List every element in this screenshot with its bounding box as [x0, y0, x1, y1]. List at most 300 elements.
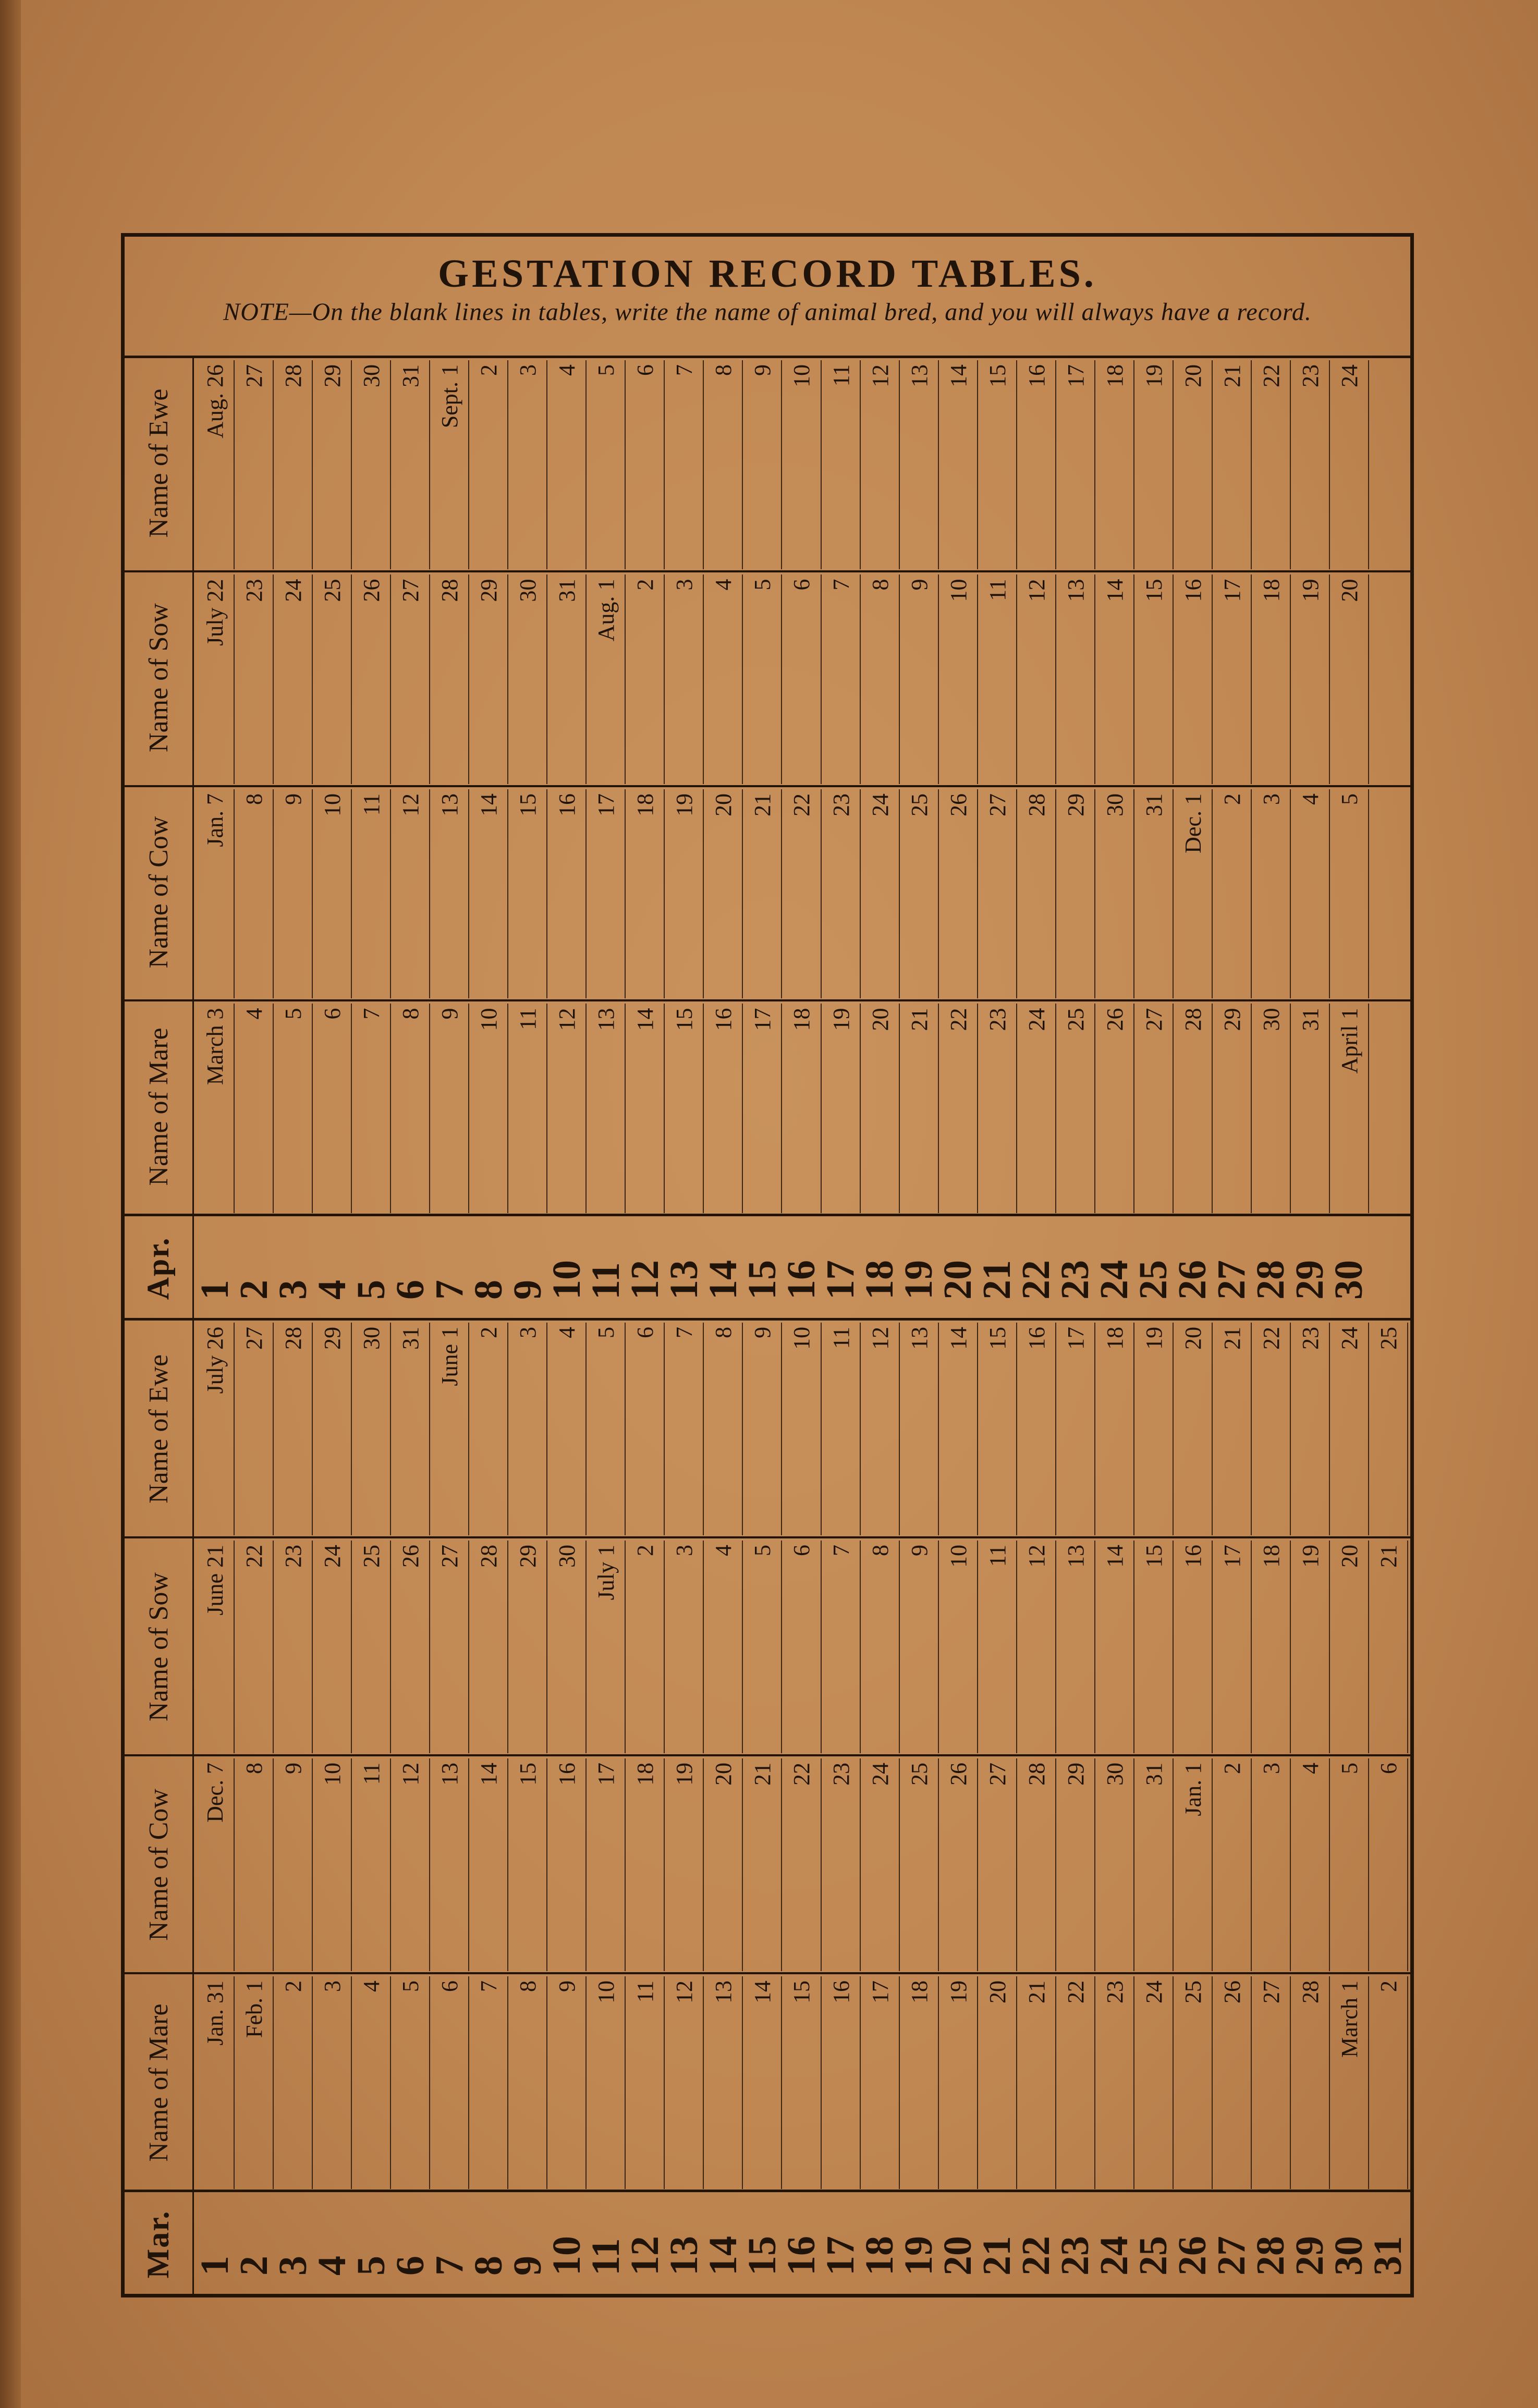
record-line[interactable] — [1017, 575, 1056, 785]
record-line[interactable] — [508, 1541, 547, 1753]
record-line[interactable] — [1056, 360, 1095, 570]
record-line[interactable] — [1213, 1976, 1252, 2189]
record-line[interactable] — [626, 1323, 665, 1535]
due-date: 18 — [632, 793, 658, 816]
record-line[interactable] — [469, 1541, 508, 1753]
record-line[interactable] — [978, 1541, 1017, 1753]
record-line[interactable] — [1369, 1323, 1408, 1535]
record-line[interactable] — [1095, 1758, 1134, 1971]
record-line[interactable] — [508, 1976, 547, 2189]
record-line[interactable] — [1330, 1758, 1369, 1971]
due-date: 20 — [1336, 1545, 1362, 1568]
due-date: 2 — [632, 579, 658, 591]
record-line[interactable] — [939, 1004, 978, 1214]
record-line[interactable] — [1330, 1004, 1369, 1214]
record-line[interactable] — [782, 1323, 821, 1535]
record-line[interactable] — [391, 1004, 430, 1214]
record-line[interactable] — [1213, 1004, 1252, 1214]
due-date: 15 — [984, 364, 1010, 387]
record-line[interactable] — [587, 1758, 626, 1971]
record-line[interactable] — [196, 360, 235, 570]
record-line[interactable] — [469, 1323, 508, 1535]
record-line[interactable] — [235, 1004, 274, 1214]
record-line[interactable] — [1252, 575, 1291, 785]
day-number: 23 — [1053, 1260, 1097, 1300]
record-line[interactable] — [196, 575, 235, 785]
record-line[interactable] — [782, 1004, 821, 1214]
record-line[interactable] — [1056, 1541, 1095, 1753]
record-line[interactable] — [822, 575, 861, 785]
due-date: 28 — [1297, 1981, 1323, 2003]
record-line[interactable] — [547, 1976, 587, 2189]
record-line[interactable] — [782, 1541, 821, 1753]
record-line[interactable] — [1095, 575, 1134, 785]
record-line[interactable] — [704, 789, 743, 999]
record-line[interactable] — [782, 1758, 821, 1971]
due-date: 7 — [828, 579, 854, 591]
record-line[interactable] — [900, 575, 939, 785]
record-line[interactable] — [235, 1758, 274, 1971]
record-line[interactable] — [978, 360, 1017, 570]
record-line[interactable] — [861, 360, 900, 570]
record-line[interactable] — [1330, 360, 1369, 570]
record-line[interactable] — [743, 1976, 782, 2189]
record-line[interactable] — [352, 1323, 391, 1535]
record-line[interactable] — [1056, 1976, 1095, 2189]
record-line[interactable] — [1213, 360, 1252, 570]
record-line[interactable] — [665, 789, 704, 999]
record-line[interactable] — [939, 1758, 978, 1971]
day-number: 10 — [544, 1260, 589, 1300]
record-line[interactable] — [508, 1004, 547, 1214]
record-line[interactable] — [547, 1004, 587, 1214]
record-line[interactable] — [547, 575, 587, 785]
record-line[interactable] — [1017, 1541, 1056, 1753]
record-line[interactable] — [547, 360, 587, 570]
record-line[interactable] — [1291, 575, 1330, 785]
due-date: Dec. 7 — [202, 1763, 228, 1823]
record-line[interactable] — [1252, 789, 1291, 999]
record-line[interactable] — [743, 789, 782, 999]
record-line[interactable] — [430, 789, 469, 999]
record-line[interactable] — [1174, 1976, 1213, 2189]
record-line[interactable] — [1174, 1541, 1213, 1753]
record-line[interactable] — [274, 1004, 313, 1214]
due-date: 25 — [359, 1545, 385, 1568]
record-line[interactable] — [782, 789, 821, 999]
record-line[interactable] — [1017, 1976, 1056, 2189]
record-line[interactable] — [1134, 575, 1174, 785]
record-line[interactable] — [587, 1323, 626, 1535]
record-line[interactable] — [196, 1004, 235, 1214]
record-line[interactable] — [822, 1323, 861, 1535]
record-line[interactable] — [782, 1976, 821, 2189]
record-line[interactable] — [1330, 789, 1369, 999]
record-line[interactable] — [235, 1323, 274, 1535]
record-line[interactable] — [939, 360, 978, 570]
record-line[interactable] — [1056, 789, 1095, 999]
record-line[interactable] — [547, 789, 587, 999]
record-line[interactable] — [704, 360, 743, 570]
record-line[interactable] — [1056, 1758, 1095, 1971]
record-line[interactable] — [1330, 1323, 1369, 1535]
record-line[interactable] — [430, 360, 469, 570]
record-line[interactable] — [1095, 1976, 1134, 2189]
record-line[interactable] — [900, 1004, 939, 1214]
record-line[interactable] — [626, 1541, 665, 1753]
record-line[interactable] — [547, 1323, 587, 1535]
day-number: 30 — [1327, 1260, 1371, 1300]
record-line[interactable] — [939, 1976, 978, 2189]
record-line[interactable] — [313, 1323, 352, 1535]
record-line[interactable] — [1134, 1323, 1174, 1535]
record-line[interactable] — [743, 360, 782, 570]
due-date: 26 — [945, 793, 971, 816]
record-line[interactable] — [352, 575, 391, 785]
record-line[interactable] — [743, 1541, 782, 1753]
record-line[interactable] — [626, 1758, 665, 1971]
record-line[interactable] — [743, 1758, 782, 1971]
record-line[interactable] — [822, 1976, 861, 2189]
record-line[interactable] — [900, 1758, 939, 1971]
day-number: 26 — [1170, 2236, 1215, 2276]
record-line[interactable] — [196, 1323, 235, 1535]
column-label: Name of Sow — [144, 1572, 174, 1721]
record-line[interactable] — [313, 1758, 352, 1971]
record-line[interactable] — [1134, 1004, 1174, 1214]
record-line[interactable] — [313, 789, 352, 999]
due-date: 12 — [1023, 1545, 1049, 1568]
record-line[interactable] — [978, 1323, 1017, 1535]
record-line[interactable] — [743, 1004, 782, 1214]
record-line[interactable] — [235, 360, 274, 570]
due-date: 6 — [437, 1981, 463, 1992]
record-line[interactable] — [743, 1323, 782, 1535]
record-line[interactable] — [1252, 1541, 1291, 1753]
record-line[interactable] — [313, 360, 352, 570]
column-label: Name of Cow — [144, 1789, 174, 1941]
record-line[interactable] — [1017, 789, 1056, 999]
record-line[interactable] — [704, 575, 743, 785]
record-line[interactable] — [274, 789, 313, 999]
record-line[interactable] — [782, 575, 821, 785]
record-line[interactable] — [939, 789, 978, 999]
record-line[interactable] — [665, 575, 704, 785]
record-line[interactable] — [1213, 789, 1252, 999]
record-line[interactable] — [274, 575, 313, 785]
record-line[interactable] — [430, 1976, 469, 2189]
record-line[interactable] — [1291, 1004, 1330, 1214]
record-line[interactable] — [235, 1976, 274, 2189]
record-line[interactable] — [939, 575, 978, 785]
record-line[interactable] — [1017, 360, 1056, 570]
record-line[interactable] — [1213, 1323, 1252, 1535]
due-date: 16 — [1023, 1327, 1049, 1350]
record-line[interactable] — [391, 1541, 430, 1753]
day-number: 21 — [975, 1260, 1019, 1300]
record-line[interactable] — [547, 1541, 587, 1753]
record-line[interactable] — [626, 1004, 665, 1214]
record-line[interactable] — [313, 1004, 352, 1214]
day-number: 1 — [192, 2256, 237, 2276]
record-line[interactable] — [1134, 1758, 1174, 1971]
record-line[interactable] — [900, 1323, 939, 1535]
due-date: 17 — [1219, 1545, 1245, 1568]
record-line[interactable] — [352, 1004, 391, 1214]
day-number: 28 — [1249, 1260, 1293, 1300]
record-line[interactable] — [313, 1976, 352, 2189]
record-line[interactable] — [1252, 360, 1291, 570]
due-date: 22 — [241, 1545, 267, 1568]
record-line[interactable] — [352, 1976, 391, 2189]
due-date: 2 — [1219, 793, 1245, 805]
record-line[interactable] — [469, 1004, 508, 1214]
record-line[interactable] — [274, 1976, 313, 2189]
record-line[interactable] — [665, 1976, 704, 2189]
due-date: 13 — [1063, 1545, 1089, 1568]
due-date: 10 — [789, 1327, 815, 1350]
record-line[interactable] — [352, 1758, 391, 1971]
record-line[interactable] — [1174, 575, 1213, 785]
record-line[interactable] — [1056, 1323, 1095, 1535]
record-line[interactable] — [1134, 1976, 1174, 2189]
record-line[interactable] — [1291, 1976, 1330, 2189]
record-line[interactable] — [196, 1758, 235, 1971]
record-line[interactable] — [430, 1004, 469, 1214]
record-line[interactable] — [469, 1976, 508, 2189]
record-line[interactable] — [1095, 1541, 1134, 1753]
day-number: 3 — [271, 1280, 315, 1300]
record-line[interactable] — [1017, 1323, 1056, 1535]
record-line[interactable] — [1330, 1976, 1369, 2189]
due-date: 31 — [398, 1327, 424, 1350]
record-line[interactable] — [1134, 360, 1174, 570]
due-date: 12 — [867, 1327, 893, 1350]
record-line[interactable] — [626, 1976, 665, 2189]
record-line[interactable] — [196, 1541, 235, 1753]
record-line[interactable] — [547, 1758, 587, 1971]
record-line[interactable] — [978, 1976, 1017, 2189]
record-line[interactable] — [1017, 1004, 1056, 1214]
record-line[interactable] — [587, 360, 626, 570]
record-line[interactable] — [822, 1758, 861, 1971]
record-line[interactable] — [1330, 1541, 1369, 1753]
due-date: 7 — [828, 1545, 854, 1556]
record-line[interactable] — [861, 1323, 900, 1535]
record-line[interactable] — [782, 360, 821, 570]
due-date: 29 — [515, 1545, 541, 1568]
record-line[interactable] — [587, 1004, 626, 1214]
record-line[interactable] — [391, 1758, 430, 1971]
record-line[interactable] — [665, 1541, 704, 1753]
record-line[interactable] — [587, 1541, 626, 1753]
day-number: 26 — [1170, 1260, 1215, 1300]
record-line[interactable] — [861, 1541, 900, 1753]
record-line[interactable] — [704, 1758, 743, 1971]
record-line[interactable] — [1095, 789, 1134, 999]
record-line[interactable] — [1017, 1758, 1056, 1971]
record-line[interactable] — [939, 1541, 978, 1753]
record-line[interactable] — [430, 1541, 469, 1753]
record-line[interactable] — [743, 575, 782, 785]
record-line[interactable] — [626, 789, 665, 999]
record-line[interactable] — [274, 1323, 313, 1535]
day-divider — [125, 2190, 1410, 2192]
record-line[interactable] — [1174, 1004, 1213, 1214]
record-line[interactable] — [822, 360, 861, 570]
record-line[interactable] — [391, 789, 430, 999]
record-line[interactable] — [861, 1976, 900, 2189]
record-line[interactable] — [978, 1004, 1017, 1214]
record-line[interactable] — [469, 575, 508, 785]
record-line[interactable] — [900, 1541, 939, 1753]
record-line[interactable] — [508, 575, 547, 785]
record-line[interactable] — [1291, 789, 1330, 999]
record-line[interactable] — [469, 789, 508, 999]
record-line[interactable] — [274, 1758, 313, 1971]
due-date: 24 — [1336, 364, 1362, 387]
record-line[interactable] — [861, 575, 900, 785]
record-line[interactable] — [626, 575, 665, 785]
record-line[interactable] — [391, 1976, 430, 2189]
record-line[interactable] — [274, 1541, 313, 1753]
record-line[interactable] — [1095, 1323, 1134, 1535]
record-line[interactable] — [900, 789, 939, 999]
due-date: 15 — [1141, 579, 1167, 602]
record-line[interactable] — [508, 1323, 547, 1535]
record-line[interactable] — [235, 575, 274, 785]
column-label: Name of Mare — [144, 1028, 174, 1186]
record-line[interactable] — [1369, 1541, 1408, 1753]
record-line[interactable] — [1213, 575, 1252, 785]
record-line[interactable] — [1252, 1004, 1291, 1214]
record-line[interactable] — [822, 1004, 861, 1214]
record-line[interactable] — [391, 360, 430, 570]
column-divider — [125, 571, 1410, 573]
record-line[interactable] — [1252, 1323, 1291, 1535]
record-line[interactable] — [1252, 1976, 1291, 2189]
record-line[interactable] — [352, 360, 391, 570]
record-line[interactable] — [704, 1541, 743, 1753]
due-date: 3 — [515, 364, 541, 376]
record-line[interactable] — [900, 360, 939, 570]
record-line[interactable] — [1095, 1004, 1134, 1214]
day-number: 20 — [936, 2236, 980, 2276]
record-line[interactable] — [1056, 575, 1095, 785]
record-line[interactable] — [587, 575, 626, 785]
record-line[interactable] — [1056, 1004, 1095, 1214]
due-date: 25 — [906, 1763, 932, 1786]
due-date: 3 — [320, 1981, 346, 1992]
day-number: 14 — [701, 2236, 745, 2276]
record-line[interactable] — [665, 1758, 704, 1971]
day-number: 12 — [622, 1260, 667, 1300]
record-line[interactable] — [313, 575, 352, 785]
due-date: 13 — [906, 364, 932, 387]
record-line[interactable] — [665, 1323, 704, 1535]
record-line[interactable] — [1291, 1323, 1330, 1535]
record-line[interactable] — [508, 789, 547, 999]
record-line[interactable] — [665, 360, 704, 570]
record-line[interactable] — [861, 789, 900, 999]
record-line[interactable] — [861, 1004, 900, 1214]
record-line[interactable] — [508, 360, 547, 570]
due-date: Jan. 1 — [1180, 1763, 1206, 1816]
due-date: 16 — [1180, 1545, 1206, 1568]
record-line[interactable] — [391, 1323, 430, 1535]
record-line[interactable] — [469, 360, 508, 570]
day-number: 25 — [1131, 1260, 1176, 1300]
record-line[interactable] — [861, 1758, 900, 1971]
record-line[interactable] — [587, 1976, 626, 2189]
record-line[interactable] — [626, 360, 665, 570]
record-line[interactable] — [313, 1541, 352, 1753]
record-line[interactable] — [978, 789, 1017, 999]
record-line[interactable] — [704, 1004, 743, 1214]
record-line[interactable] — [430, 575, 469, 785]
record-line[interactable] — [274, 360, 313, 570]
record-line[interactable] — [1369, 1976, 1408, 2189]
due-date: 17 — [1063, 1327, 1089, 1350]
record-line[interactable] — [1213, 1758, 1252, 1971]
record-line[interactable] — [587, 789, 626, 999]
march-table-rotated — [125, 1321, 1410, 2296]
record-line[interactable] — [704, 1976, 743, 2189]
record-line[interactable] — [1095, 360, 1134, 570]
record-line[interactable] — [235, 789, 274, 999]
record-line[interactable] — [1174, 789, 1213, 999]
record-line[interactable] — [1174, 1323, 1213, 1535]
due-date: 13 — [437, 793, 463, 816]
record-line[interactable] — [196, 1976, 235, 2189]
record-line[interactable] — [1134, 1541, 1174, 1753]
record-line[interactable] — [196, 789, 235, 999]
record-line[interactable] — [1174, 360, 1213, 570]
due-date: 14 — [1102, 1545, 1128, 1568]
record-line[interactable] — [430, 1758, 469, 1971]
record-line[interactable] — [1330, 575, 1369, 785]
record-line[interactable] — [391, 575, 430, 785]
record-line[interactable] — [1134, 789, 1174, 999]
due-date: 23 — [828, 793, 854, 816]
record-line[interactable] — [1213, 1541, 1252, 1753]
record-line[interactable] — [469, 1758, 508, 1971]
record-line[interactable] — [235, 1541, 274, 1753]
record-line[interactable] — [1291, 1758, 1330, 1971]
record-line[interactable] — [978, 1758, 1017, 1971]
record-line[interactable] — [352, 1541, 391, 1753]
record-line[interactable] — [822, 1541, 861, 1753]
day-number: 2 — [231, 2256, 276, 2276]
column-label: Name of Sow — [144, 603, 174, 752]
record-line[interactable] — [508, 1758, 547, 1971]
record-line[interactable] — [822, 789, 861, 999]
record-line[interactable] — [978, 575, 1017, 785]
record-line[interactable] — [1174, 1758, 1213, 1971]
record-line[interactable] — [352, 789, 391, 999]
record-line[interactable] — [1291, 360, 1330, 570]
record-line[interactable] — [1369, 1758, 1408, 1971]
record-line[interactable] — [704, 1323, 743, 1535]
record-line[interactable] — [430, 1323, 469, 1535]
record-line[interactable] — [900, 1976, 939, 2189]
record-line[interactable] — [1291, 1541, 1330, 1753]
due-date: 5 — [593, 1327, 619, 1338]
record-line[interactable] — [1252, 1758, 1291, 1971]
due-date: 29 — [1219, 1008, 1245, 1031]
record-line[interactable] — [665, 1004, 704, 1214]
record-line[interactable] — [939, 1323, 978, 1535]
